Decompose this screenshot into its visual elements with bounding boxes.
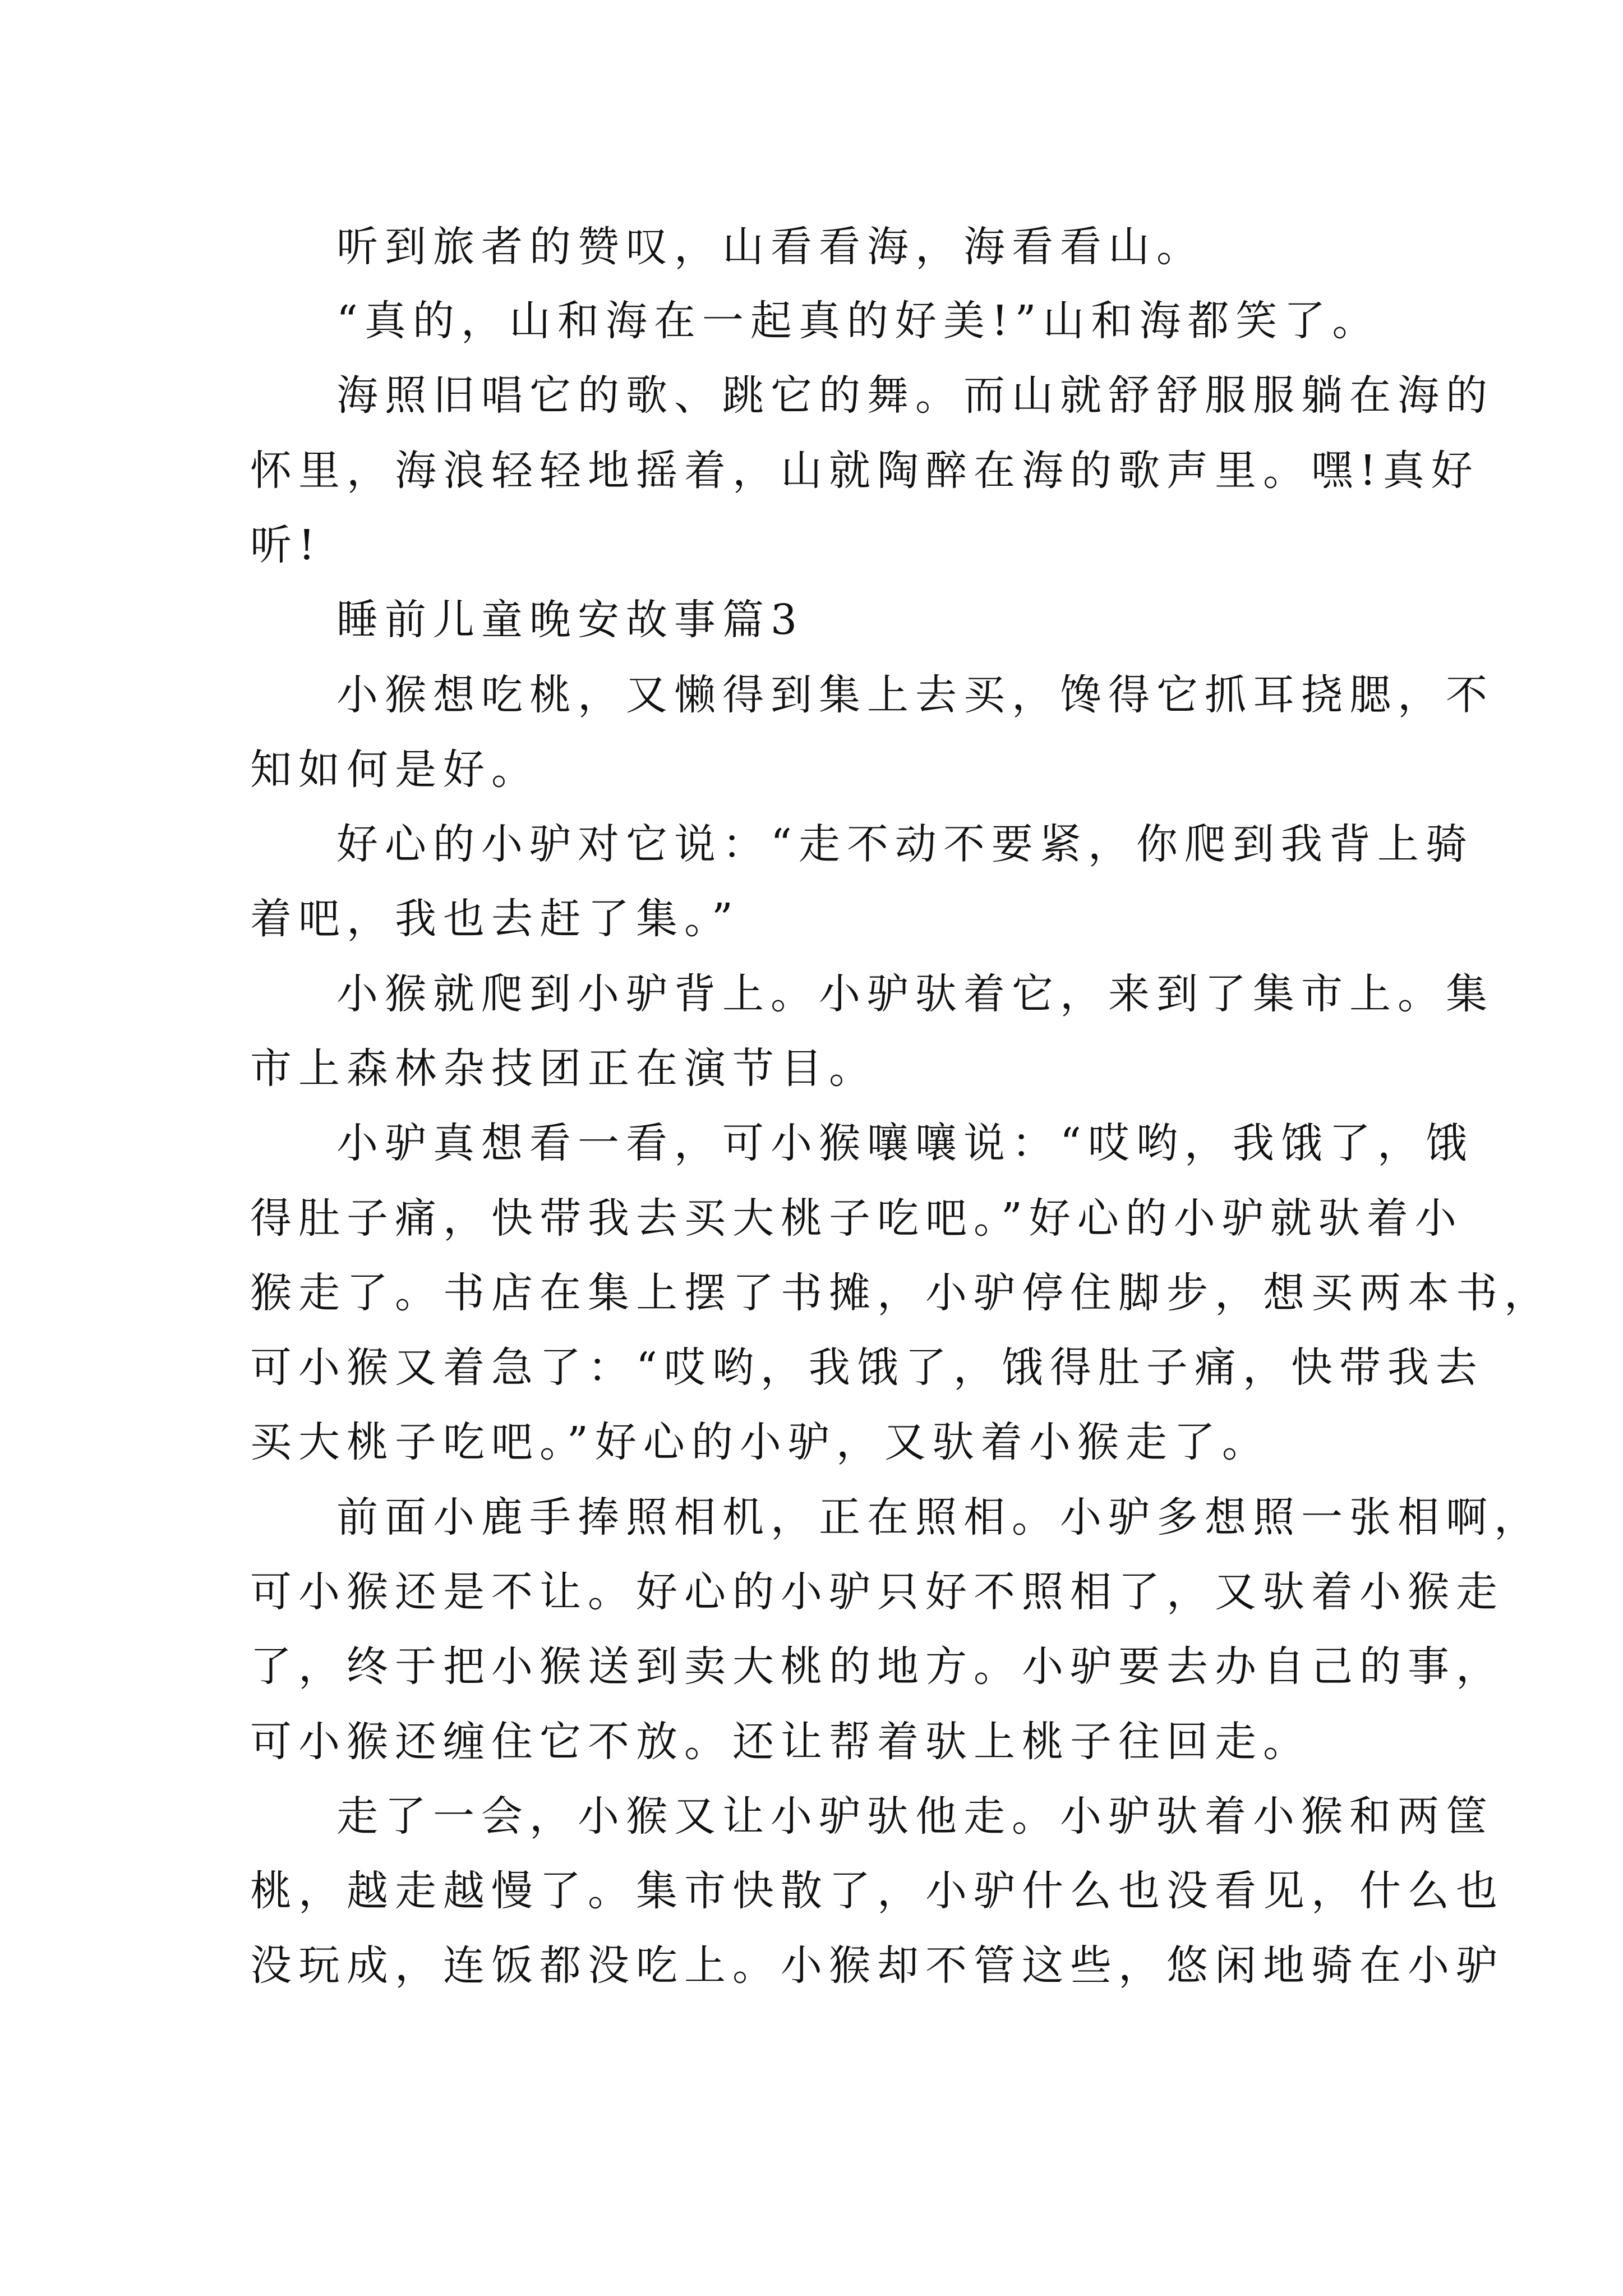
text-line: 好心的小驴对它说：“走不动不要紧，你爬到我背上骑 <box>336 820 1474 868</box>
text-line: 了，终于把小猴送到卖大桃的地方。小驴要去办自己的事， <box>250 1642 1504 1691</box>
text-line: 买大桃子吃吧。”好心的小驴，又驮着小猴走了。 <box>250 1418 1270 1466</box>
text-line: 得肚子痛，快带我去买大桃子吃吧。”好心的小驴就驮着小 <box>250 1194 1463 1243</box>
text-line: 前面小鹿手捧照相机，正在照相。小驴多想照一张相啊， <box>336 1493 1542 1542</box>
text-line: 市上森林杂技团正在演节目。 <box>250 1045 877 1093</box>
text-line: 没玩成，连饭都没吃上。小猴却不管这些，悠闲地骑在小驴 <box>250 1941 1504 1990</box>
text-line: 可小猴还是不让。好心的小驴只好不照相了，又驮着小猴走 <box>250 1568 1504 1616</box>
text-line: 可小猴又着急了：“哎哟，我饿了，饿得肚子痛，快带我去 <box>250 1343 1484 1392</box>
text-line: 知如何是好。 <box>250 746 540 794</box>
text-line: 小驴真想看一看，可小猴嚷嚷说：“哎哟，我饿了，饿 <box>336 1119 1474 1167</box>
text-line: 小猴想吃桃，又懒得到集上去买，馋得它抓耳挠腮，不 <box>336 671 1494 719</box>
text-line: 海照旧唱它的歌、跳它的舞。而山就舒舒服服躺在海的 <box>336 371 1494 420</box>
text-line: 听到旅者的赞叹，山看看海，海看看山。 <box>336 223 1205 271</box>
text-line: 猴走了。书店在集上摆了书摊，小驴停住脚步，想买两本书， <box>250 1269 1552 1317</box>
text-line: 怀里，海浪轻轻地摇着，山就陶醉在海的歌声里。嘿!真好 <box>250 447 1479 495</box>
text-line: 小猴就爬到小驴背上。小驴驮着它，来到了集市上。集 <box>336 970 1494 1018</box>
text-line: 走了一会，小猴又让小驴驮他走。小驴驮着小猴和两筐 <box>336 1792 1494 1841</box>
text-line: 可小猴还缠住它不放。还让帮着驮上桃子往回走。 <box>250 1718 1311 1766</box>
section-heading: 睡前儿童晚安故事篇3 <box>336 596 804 644</box>
text-line: 桃，越走越慢了。集市快散了，小驴什么也没看见，什么也 <box>250 1867 1504 1915</box>
text-line: “真的，山和海在一起真的好美!”山和海都笑了。 <box>336 297 1381 345</box>
text-line: 听! <box>250 521 322 569</box>
text-line: 着吧，我也去赶了集。” <box>250 895 740 943</box>
